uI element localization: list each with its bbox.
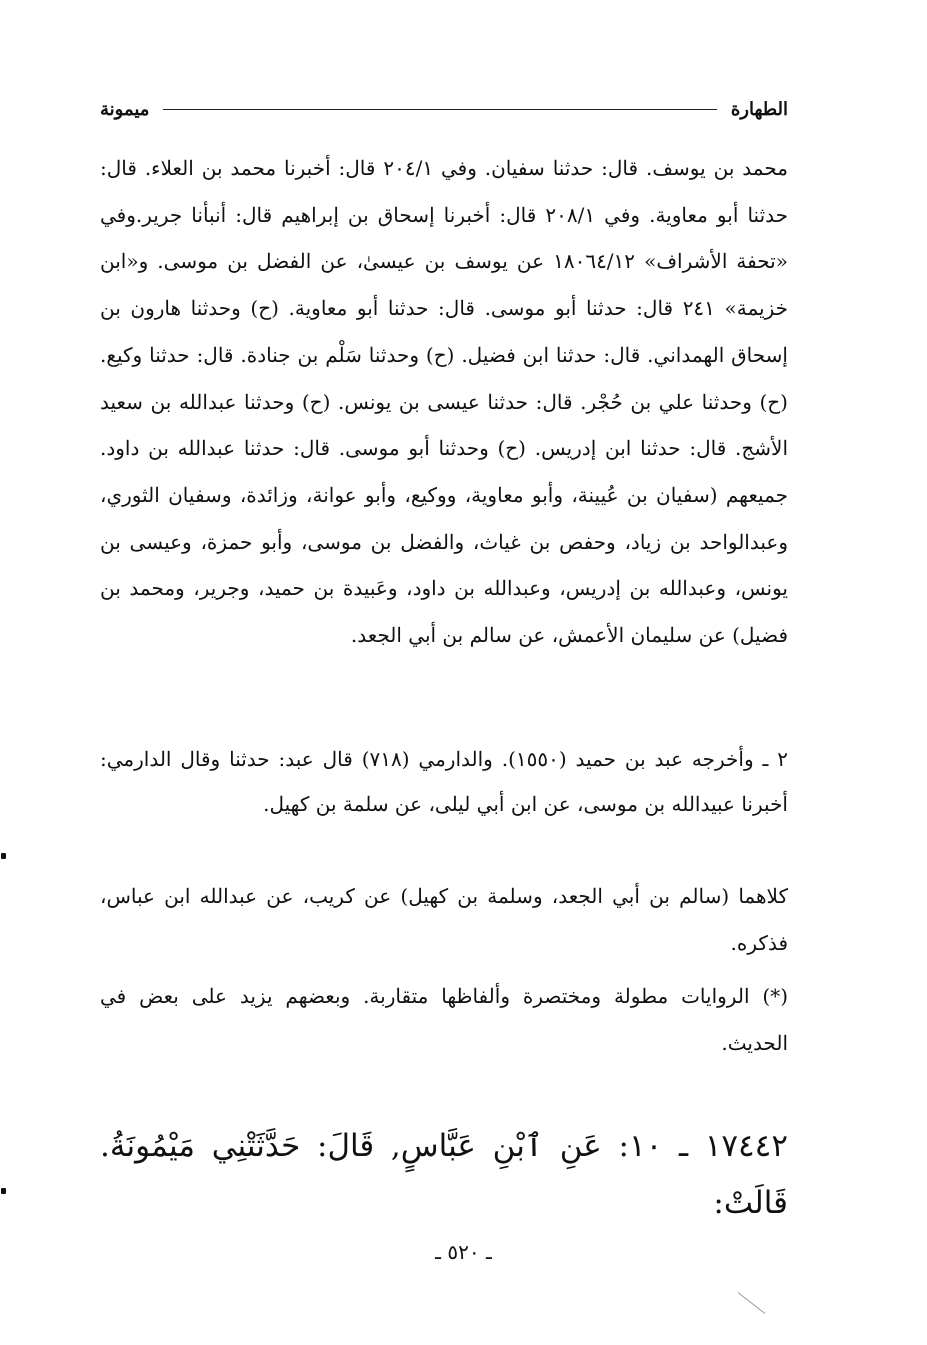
hadith-heading: ١٧٤٤٢ ـ ١٠: عَنِ ٱبْنِ عَبَّاسٍ, قَالَ: حَدَّثَتْنِي مَيْمُونَةُ. قَالَتْ: xyxy=(100,1128,788,1221)
scan-margin-dot xyxy=(1,853,6,859)
takhrij-note-2: ٢ ـ وأخرجه عبد بن حميد (١٥٥٠). والدارمي (٧١٨) قال عبد: حدثنا وقال الدارمي: أخبرنا عبيدالله بن موسى، عن ابن أبي ليلى، عن سلمة بن كهيل. xyxy=(100,747,788,816)
header-rule xyxy=(163,109,716,110)
running-header xyxy=(100,94,788,124)
main-paragraph: محمد بن يوسف. قال: حدثنا سفيان. وفي ٢٠٤/١ قال: أخبرنا محمد بن العلاء. قال: حدثنا أبو معاوية. وفي ٢٠٨/١ قال: أخبرنا إسحاق بن إبراهيم قال: أنبأنا جرير.وفي «تحفة الأشراف» ١٨٠٦٤/١٢ عن يوسف بن عيسىٰ، عن الفضل بن موسى. و«ابن خزيمة» ٢٤١ قال: حدثنا أبو موسى. قال: حدثنا أبو معاوية. (ح) وحدثنا هارون بن إسحاق الهمداني. قال: حدثنا ابن فضيل. (ح) وحدثنا سَلْم بن جنادة. قال: حدثنا وكيع. (ح) وحدثنا علي بن حُجْر. قال: حدثنا عيسى بن يونس. (ح) وحدثنا عبدالله بن سعيد الأشج. قال: حدثنا ابن إدريس. (ح) وحدثنا أبو موسى. قال: حدثنا عبدالله بن داود. جميعهم (سفيان بن عُيينة، وأبو معاوية، ووكيع، وأبو عوانة، وزائدة، وسفيان الثوري، وعبدالواحد بن زياد، وحفص بن غياث، والفضل بن موسى، وأبو حمزة، وعيسى بن يونس، وعبدالله بن إدريس، وعبدالله بن داود، وعَبيدة بن حميد، وجرير، ومحمد بن فضيل) عن سليمان الأعمش، عن سالم بن أبي الجعد. xyxy=(100,156,788,648)
header-section-title: ميمونة xyxy=(100,98,150,120)
page-number: ـ ٥٢٠ ـ xyxy=(435,1240,492,1264)
header-chapter-title: الطهارة xyxy=(730,98,788,120)
scan-artifact-line xyxy=(738,1292,765,1314)
takhrij-note-both: كلاهما (سالم بن أبي الجعد، وسلمة بن كهيل) عن كريب، عن عبدالله ابن عباس، فذكره. xyxy=(100,884,788,955)
scan-margin-dot xyxy=(1,1188,6,1194)
star-note: (*) الروايات مطولة ومختصرة وألفاظها متقاربة. وبعضهم يزيد على بعض في الحديث. xyxy=(100,984,788,1055)
